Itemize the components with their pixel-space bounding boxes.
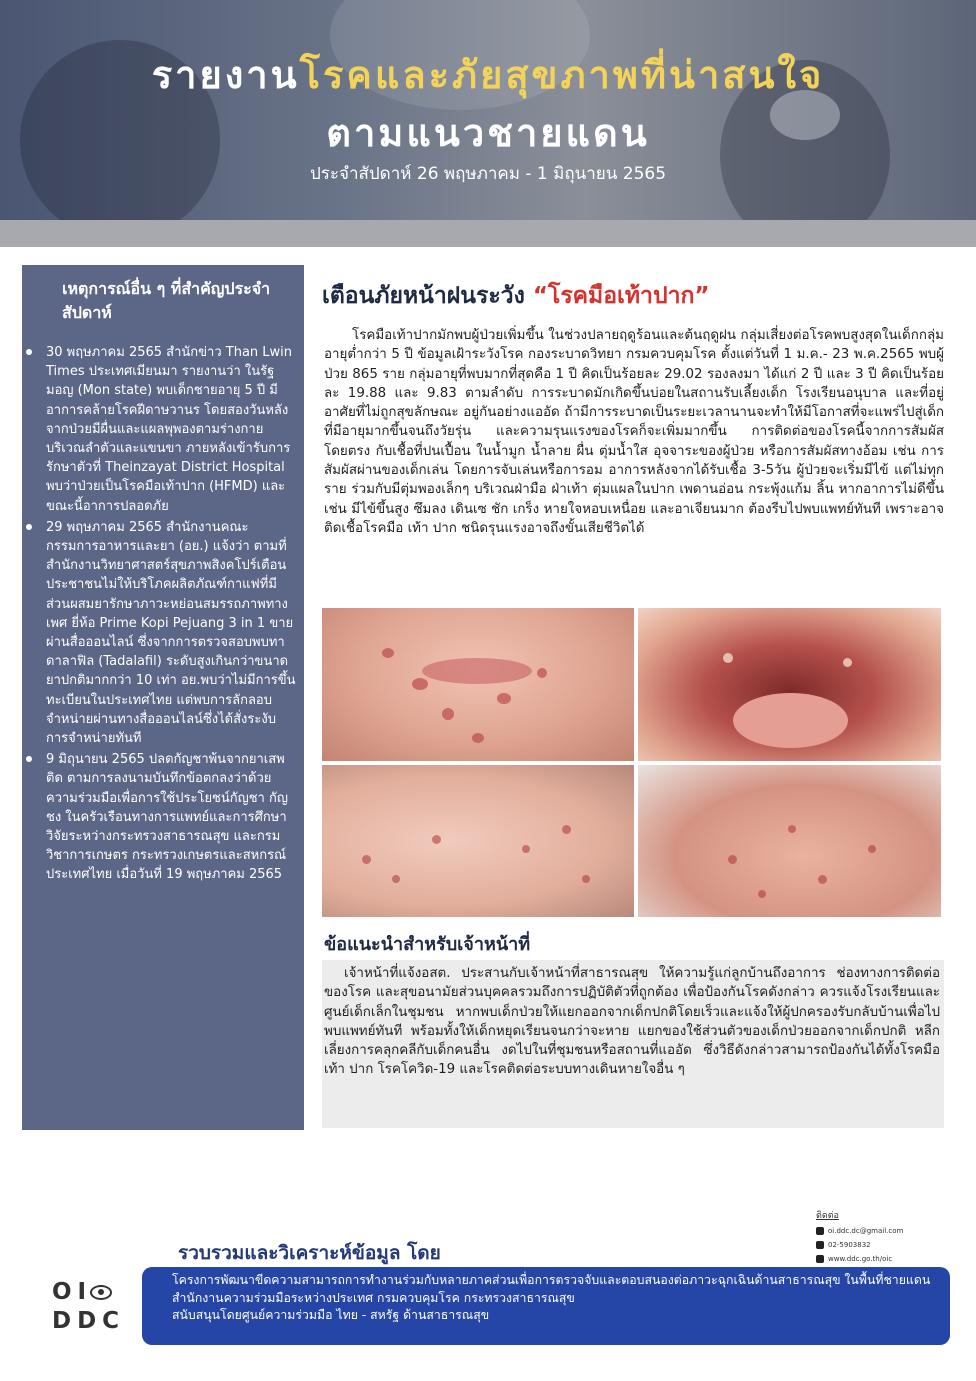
footer-organization-box (142, 1267, 950, 1345)
sidebar-event-item: 30 พฤษภาคม 2565 สำนักข่าว Than Lwin Times ประเทศเมียนมา รายงานว่า ในรัฐมอญ (Mon state) พบเด็กชายอายุ 5 ปี มีอาการคล้ายโรคฝีดาษวานร โดยสองวันหลังจากป่วยมีผื่นและแผลพุพองตามร่างกายบริเวณลำตัวและแขนขา ภายหลังเข้ารับการรักษาตัวที่ Theinzayat District Hospital พบว่าป่วยเป็นโรคมือเท้าปาก (HFMD) และขณะนี้อาการปลอดภัย (46, 343, 298, 516)
contact-info (816, 1208, 966, 1267)
article-title (322, 280, 952, 312)
recommendation-title: ข้อแนะนำสำหรับเจ้าหน้าที่ (324, 934, 531, 955)
compiled-by-label: รวบรวมและวิเคราะห์ข้อมูล โดย (178, 1242, 441, 1264)
recommendation-body: เจ้าหน้าที่แจ้งอสต. ประสานกับเจ้าหน้าที่สาธารณสุข ให้ความรู้แก่ลูกบ้านถึงอาการ ช่องทางการติดต่อของโรค และสุขอนามัยส่วนบุคคลรวมถึงการปฏิบัติตัวที่ถูกต้อง เพื่อป้องกันโรคดังกล่าว ควรแจ้งโรงเรียนและศูนย์เด็กเล็กในชุมชน หากพบเด็กป่วยให้แยกออกจากเด็กปกติโดยเร็วและแจ้งให้ผู้ปกครองรับกลับบ้านเพื่อไปพบแพทย์ทันที พร้อมทั้งให้เด็กหยุดเรียนจนกว่าจะหาย แยกของใช้ส่วนตัวของเด็กป่วยออกจากเด็กปกติ หลีกเลี่ยงการคลุกคลีกับเด็กคนอื่น งดไปในที่ชุมชนหรือสถานที่แออัด ซึ่งวิธีดังกล่าวสามารถป้องกันได้ทั้งโรคมือ เท้า ปาก โรคโควิด-19 และโรคติดต่อระบบทางเดินหายใจอื่น ๆ (324, 966, 940, 1078)
contact-website-text: www.ddc.go.th/oic (828, 1255, 893, 1263)
report-period: ประจำสัปดาห์ 26 พฤษภาคม - 1 มิถุนายน 2565 (309, 164, 667, 184)
header-banner (0, 0, 976, 220)
phone-icon (816, 1241, 824, 1249)
contact-phone (816, 1239, 966, 1251)
contact-email-text: oi.ddc.dc@gmail.com (828, 1227, 904, 1235)
sidebar-event-list (22, 343, 304, 885)
logo-line2: DDC (52, 1308, 126, 1334)
hfmd-hand-photo (638, 765, 941, 917)
contact-heading: ติดต่อ (816, 1211, 839, 1221)
footer-support-line: สนับสนุนโดยศูนย์ความร่วมมือ ไทย - สหรัฐ ด้านสาธารณสุข (172, 1308, 490, 1322)
sidebar-event-item: 29 พฤษภาคม 2565 สำนักงานคณะกรรมการอาหารและยา (อย.) แจ้งว่า ตามที่สำนักงานวิทยาศาสตร์สุขภาพสิงคโปร์เตือนประชาชนไม่ให้บริโภคผลิตภัณฑ์กาแฟที่มีส่วนผสมยารักษาภาวะหย่อนสมรรถภาพทางเพศ ยี่ห้อ Prime Kopi Pejuang 3 in 1 ขายผ่านสื่อออนไลน์ ซึ่งจากการตรวจสอบพบทาดาลาฟิล (Tadalafil) ระดับสูงเกินกว่าขนาดยาปกติมากกว่า 10 เท่า อย.พบว่าไม่มีการขึ้นทะเบียนในประเทศไทย แต่พบการลักลอบจำหน่ายผ่านทางสื่อออนไลน์ซึ่งได้สั่งระงับการจำหน่ายทันที (46, 518, 298, 748)
recommendation-box (322, 960, 944, 1128)
email-icon (816, 1227, 824, 1235)
article-title-disease: “โรคมือเท้าปาก” (532, 283, 710, 309)
logo-line1: OI (52, 1279, 93, 1305)
report-title-line1 (0, 50, 976, 100)
contact-website (816, 1253, 966, 1265)
hfmd-feet-photo (322, 765, 634, 917)
sidebar-event-item: 9 มิถุนายน 2565 ปลดกัญชาพ้นจากยาเสพติด ตามการลงนามบันทึกข้อตกลงว่าด้วยความร่วมมือเพื่อการใช้ประโยชน์กัญชา กัญชง ในครัวเรือนทางการแพทย์และการศึกษาวิจัยระหว่างกระทรวงสาธารณสุข และกรมวิชาการเกษตร กระทรวงเกษตรและสหกรณ์ ประเทศไทย เมื่อวันที่ 19 พฤษภาคม 2565 (46, 750, 298, 884)
report-title-line2: ตามแนวชายแดน (326, 111, 650, 155)
footer-office-line: สำนักงานความร่วมมือระหว่างประเทศ กรมควบคุมโรค กระทรวงสาธารณสุข (172, 1290, 575, 1305)
globe-icon (816, 1255, 824, 1263)
hfmd-mouth-photo (638, 608, 941, 761)
article-title-prefix: เตือนภัยหน้าฝนระวัง (322, 283, 525, 309)
contact-phone-text: 02-5903832 (828, 1241, 871, 1249)
header-divider (0, 220, 976, 247)
report-title-part2: โรคและภัยสุขภาพที่น่าสนใจ (299, 53, 825, 97)
hfmd-lips-photo (322, 608, 634, 761)
footer-project-line: โครงการพัฒนาขีดความสามารถการทำงานร่วมกับหลายภาคส่วนเพื่อการตรวจจับและตอบสนองต่อภาวะฉุกเฉินด้านสาธารณสุข ในพื้นที่ชายแดน (172, 1273, 931, 1287)
sidebar-heading: เหตุการณ์อื่น ๆ ที่สำคัญประจำสัปดาห์ (62, 279, 271, 322)
report-title-part1: รายงาน (151, 53, 300, 97)
eye-icon (90, 1285, 112, 1300)
oi-ddc-logo (52, 1278, 132, 1338)
sidebar-other-events (22, 265, 304, 1130)
contact-email (816, 1225, 966, 1237)
article-body: โรคมือเท้าปากมักพบผู้ป่วยเพิ่มขึ้น ในช่วงปลายฤดูร้อนและต้นฤดูฝน กลุ่มเสี่ยงต่อโรคพบสูงสุดในเด็กกลุ่มอายุต่ำกว่า 5 ปี ข้อมูลเฝ้าระวังโรค กองระบาดวิทยา กรมควบคุมโรค ตั้งแต่วันที่ 1 ม.ค.- 23 พ.ค.2565 พบผู้ป่วย 865 ราย กลุ่มอายุที่พบมากที่สุดคือ 1 ปี คิดเป็นร้อยละ 29.02 รองลงมา ได้แก่ 2 ปี และ 3 ปี คิดเป็นร้อยละ 19.88 และ 9.83 ตามลำดับ การระบาดมักเกิดขึ้นบ่อยในสถานรับเลี้ยงเด็ก โรงเรียนอนุบาล และที่อยู่อาศัยที่ไม่ถูกสุขลักษณะ อยู่กันอย่างแออัด ถ้ามีการระบาดเป็นระยะเวลานานจะทำให้มีโอกาสที่จะแพร่ไปสู่เด็กที่มีอายุมากขึ้นจนถึงวัยรุ่น และความรุนแรงของโรคก็จะเพิ่มมากขึ้น การติดต่อของโรคนี้จากการสัมผัสโดยตรง กับเชื้อที่ปนเปื้อน ในน้ำมูก น้ำลาย ผื่น ตุ่มน้ำใส อุจจาระของผู้ป่วย หรือการสัมผัสทางอ้อม เช่น การสัมผัสผ่านของเด็กเล่น โดยการจับเล่นหรือการอม อาการหลังจากได้รับเชื้อ 3-5วัน ผู้ป่วยจะเริ่มมีไข้ แต่ไม่ทุกราย ร่วมกับมีตุ่มพองเล็กๆ บริเวณฝ่ามือ ฝ่าเท้า ตุ่มแผลในปาก เพดานอ่อน กระพุ้งแก้ม ลิ้น หากอาการไม่ดีขึ้น เช่น มีไข้ขึ้นสูง ซึมลง เดินเซ ชัก เกร็ง หายใจหอบเหนื่อย และอาเจียนมาก ต้องรีบไปพบแพทย์ทันที เพราะอาจติดเชื้อโรคมือ เท้า ปาก ชนิดรุนแรงอาจถึงขั้นเสียชีวิตได้ (324, 328, 944, 536)
